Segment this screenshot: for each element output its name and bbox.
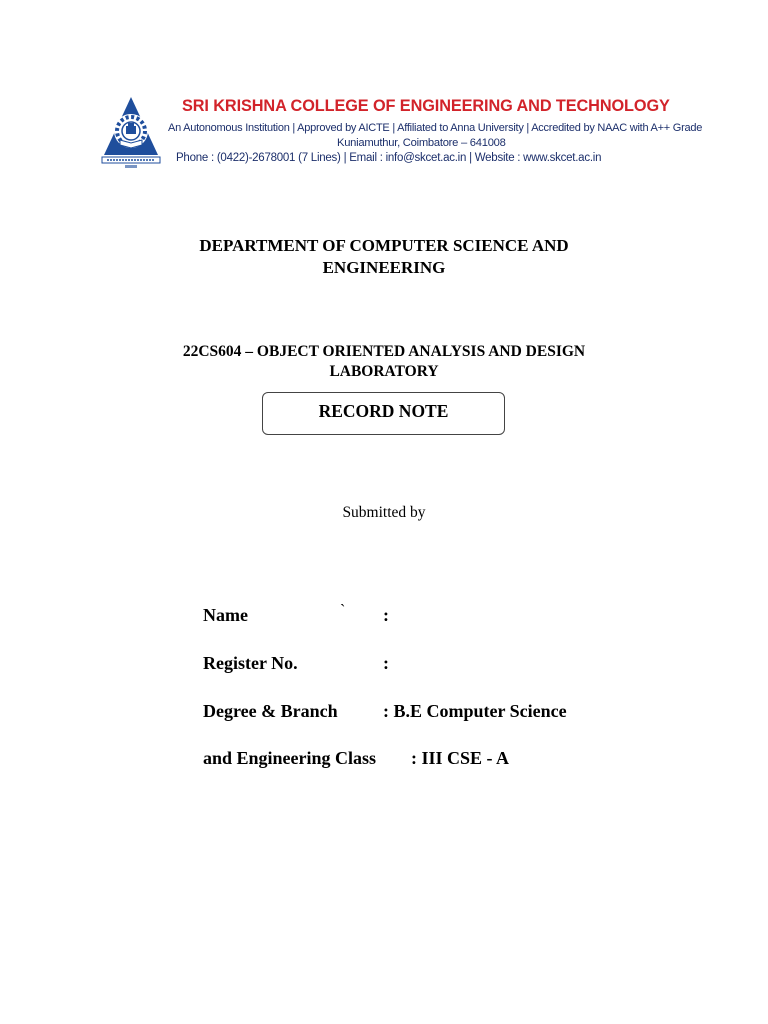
register-label: Register No.: [203, 653, 298, 673]
course-heading: [0, 342, 768, 382]
degree-value: : B.E Computer Science: [383, 701, 567, 721]
course-line-2: LABORATORY: [329, 363, 439, 380]
name-stray-mark: `: [340, 602, 346, 619]
college-affiliation: An Autonomous Institution | Approved by AICTE | Affiliated to Anna University | Accredited by NAAC with A++ Grade: [168, 122, 703, 134]
department-heading: [0, 235, 768, 279]
class-label: and Engineering Class: [203, 748, 377, 768]
register-colon: :: [383, 653, 389, 673]
college-name: SRI KRISHNA COLLEGE OF ENGINEERING AND TECHNOLOGY: [182, 97, 670, 115]
department-line-2: ENGINEERING: [322, 258, 446, 277]
submitted-by-label: Submitted by: [342, 504, 426, 521]
name-colon: :: [383, 605, 389, 625]
department-line-1: DEPARTMENT OF COMPUTER SCIENCE AND: [199, 236, 569, 255]
record-note-title: RECORD NOTE: [318, 401, 449, 421]
college-address: Kuniamuthur, Coimbatore – 641008: [337, 137, 506, 149]
course-line-1: 22CS604 – OBJECT ORIENTED ANALYSIS AND DESIGN: [182, 343, 586, 360]
name-label: Name: [203, 605, 248, 625]
college-emblem-icon: [101, 95, 161, 171]
degree-label: Degree & Branch: [203, 701, 338, 721]
class-value: : III CSE - A: [411, 748, 510, 768]
college-contact: Phone : (0422)-2678001 (7 Lines) | Email : info@skcet.ac.in | Website : www.skcet.ac.in: [176, 152, 602, 164]
